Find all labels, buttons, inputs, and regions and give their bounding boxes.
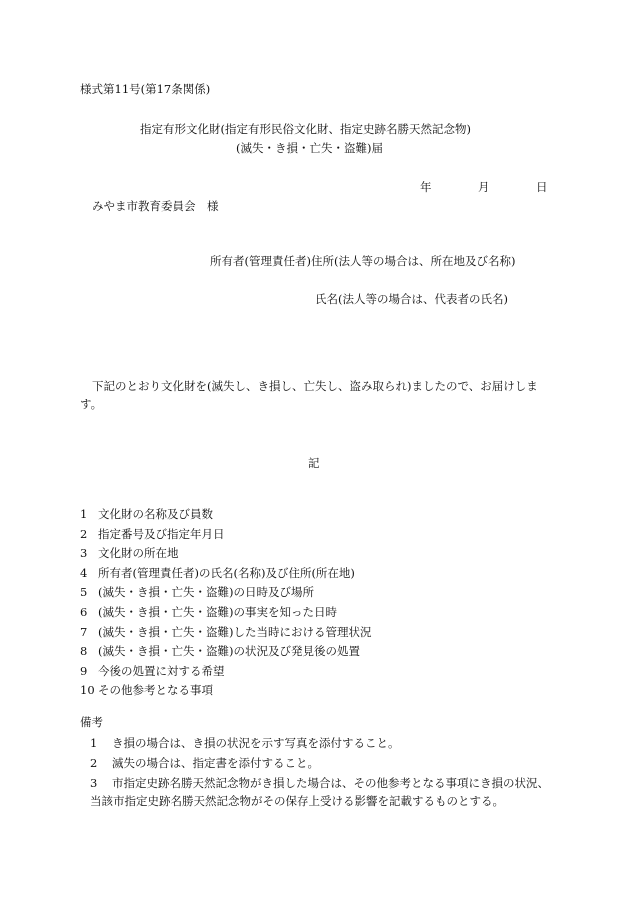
list-item	[80, 546, 371, 566]
remarks-list	[80, 734, 560, 812]
remark-text: 滅失の場合は、指定書を添付すること。	[112, 756, 319, 770]
item-text: その他参考となる事項	[98, 683, 213, 698]
item-text: 今後の処置に対する希望	[98, 663, 225, 678]
list-item	[80, 585, 371, 605]
date-month-label: 月	[478, 180, 490, 194]
date-year-label: 年	[420, 180, 432, 194]
remark-item	[80, 754, 560, 772]
form-number: 様式第11号(第17条関係)	[80, 82, 211, 96]
item-text: 文化財の所在地	[98, 546, 179, 561]
date-day-label: 日	[536, 180, 548, 194]
item-number: 1	[80, 507, 88, 521]
list-item	[80, 527, 371, 547]
item-number: 5	[80, 585, 88, 600]
list-item	[80, 507, 371, 527]
addressee: みやま市教育委員会 様	[92, 199, 219, 213]
list-item	[80, 625, 371, 645]
list-item	[80, 605, 371, 625]
item-text: (滅失・き損・亡失・盗難)の状況及び発見後の処置	[98, 644, 360, 659]
item-number: 6	[80, 604, 88, 619]
list-item	[80, 644, 371, 664]
item-text: (滅失・き損・亡失・盗難)の事実を知った日時	[98, 604, 337, 619]
list-item	[80, 566, 371, 586]
item-number: 8	[80, 644, 88, 659]
document-subtitle: (滅失・き損・亡失・盗難)届	[236, 141, 383, 155]
ki-heading: 記	[308, 456, 320, 470]
remark-text: き損の場合は、き損の状況を示す写真を添付すること。	[112, 736, 400, 750]
item-number: 7	[80, 624, 88, 639]
remarks-title: 備考	[80, 715, 103, 729]
remark-item	[80, 734, 560, 752]
owner-address-label: 所有者(管理責任者)住所(法人等の場合は、所在地及び名称)	[210, 254, 516, 268]
document-title: 指定有形文化財(指定有形民俗文化財、指定史跡名勝天然記念物)	[140, 122, 471, 136]
item-text: 指定番号及び指定年月日	[98, 526, 225, 541]
item-text: (滅失・き損・亡失・盗難)した当時における管理状況	[98, 624, 372, 639]
item-list	[80, 507, 371, 703]
list-item	[80, 683, 371, 703]
item-text: 文化財の名称及び員数	[98, 507, 213, 521]
owner-name-label: 氏名(法人等の場合は、代表者の氏名)	[315, 292, 508, 306]
item-text: 所有者(管理責任者)の氏名(名称)及び住所(所在地)	[98, 565, 355, 580]
item-number: 10	[80, 683, 95, 698]
item-text: (滅失・き損・亡失・盗難)の日時及び場所	[98, 585, 314, 600]
remark-text-continuation: 当該市指定史跡名勝天然記念物がその保存上受ける影響を記載するものとする。	[90, 794, 504, 808]
item-number: 3	[80, 546, 88, 561]
item-number: 4	[80, 565, 88, 580]
remark-number: 1	[90, 736, 98, 750]
body-text: 下記のとおり文化財を(滅失し、き損し、亡失し、盗み取られ)ましたので、お届けします。	[80, 379, 538, 411]
item-number: 9	[80, 663, 88, 678]
remark-item	[80, 774, 560, 810]
item-number: 2	[80, 526, 88, 541]
remark-number: 3	[90, 776, 98, 790]
list-item	[80, 664, 371, 684]
remark-number: 2	[90, 756, 98, 770]
remark-text: 市指定史跡名勝天然記念物がき損した場合は、その他参考となる事項にき損の状況、	[112, 776, 549, 790]
